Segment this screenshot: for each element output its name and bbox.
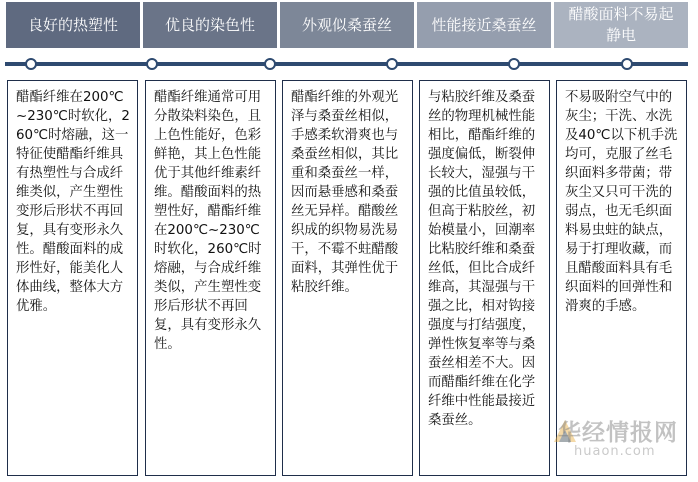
header-label: 优良的染色性 [164, 15, 255, 34]
column-text: 醋酯纤维通常可用分散染料染色，且上色性能好，色彩鲜艳，其上色性能优于其他纤维素纤维。醋酸面料的热塑性好，醋酯纤维在200℃~230℃时软化，260℃时熔融，与合成纤维类似，产生塑性变形后形状不再回复，具有变形永久性。 [154, 90, 262, 352]
timeline-dot [508, 58, 520, 70]
timeline-dot [264, 58, 276, 70]
column-thermoplasticity [7, 80, 138, 476]
watermark-text: 华经情报网 [558, 420, 678, 446]
column-text: 醋酯纤维在200℃~230℃时软化，260℃时熔融，这一特征使醋酯纤维具有热塑性与合成纤维类似，产生塑性变形后形状不再回复，具有变形永久性。醋酸面料的成形性好，能美化人体曲线，整体大方优雅。 [16, 90, 130, 314]
watermark [552, 414, 692, 464]
header-label: 外观似桑蚕丝 [301, 15, 392, 34]
timeline-dot [621, 58, 633, 70]
header-silk-appearance [280, 2, 414, 48]
watermark-url: huaon.com [574, 444, 656, 459]
column-text: 与粘胶纤维及桑蚕丝的物理机械性能相比，醋酯纤维的强度偏低，断裂伸长较大，湿强与干强的比值虽较低，但高于粘胶丝，初始模量小，回潮率比粘胶纤维和桑蚕丝低，但比合成纤维高，其湿强与干强之比，相对钩接强度与打结强度，弹性恢复率等与桑蚕丝相差不大。因而醋酯纤维在化学纤维中性能最接近桑蚕丝。 [428, 90, 536, 428]
header-label: 良好的热塑性 [27, 15, 118, 34]
timeline-line [5, 62, 688, 66]
header-thermoplasticity [6, 2, 140, 48]
timeline-dot [146, 58, 158, 70]
header-antistatic [554, 2, 688, 48]
column-silk-appearance [282, 80, 413, 476]
timeline-dot [25, 58, 37, 70]
timeline-dot [386, 58, 398, 70]
column-text: 不易吸附空气中的灰尘；干洗、水洗及40℃以下机手洗均可，克服了丝毛织面料多带菌；带灰尘又只可干洗的弱点，也无毛织面料易虫蛀的缺点，易于打理收藏，而且醋酸面料具有毛织面料的回弹性和滑爽的手感。 [565, 90, 678, 314]
header-silk-performance [417, 2, 551, 48]
header-label: 性能接近桑蚕丝 [431, 15, 537, 34]
column-dyeability [145, 80, 276, 476]
timeline [5, 58, 688, 70]
column-silk-performance [419, 80, 550, 476]
column-text: 醋酯纤维的外观光泽与桑蚕丝相似，手感柔软滑爽也与桑蚕丝相似，其比重和桑蚕丝一样，因而悬垂感和桑蚕丝无异样。醋酸丝织成的织物易洗易干，不霉不蛀醋酸面料，其弹性优于粘胶纤维。 [291, 90, 399, 295]
header-label: 醋酸面料不易起静电 [568, 5, 674, 44]
header-dyeability [143, 2, 277, 48]
